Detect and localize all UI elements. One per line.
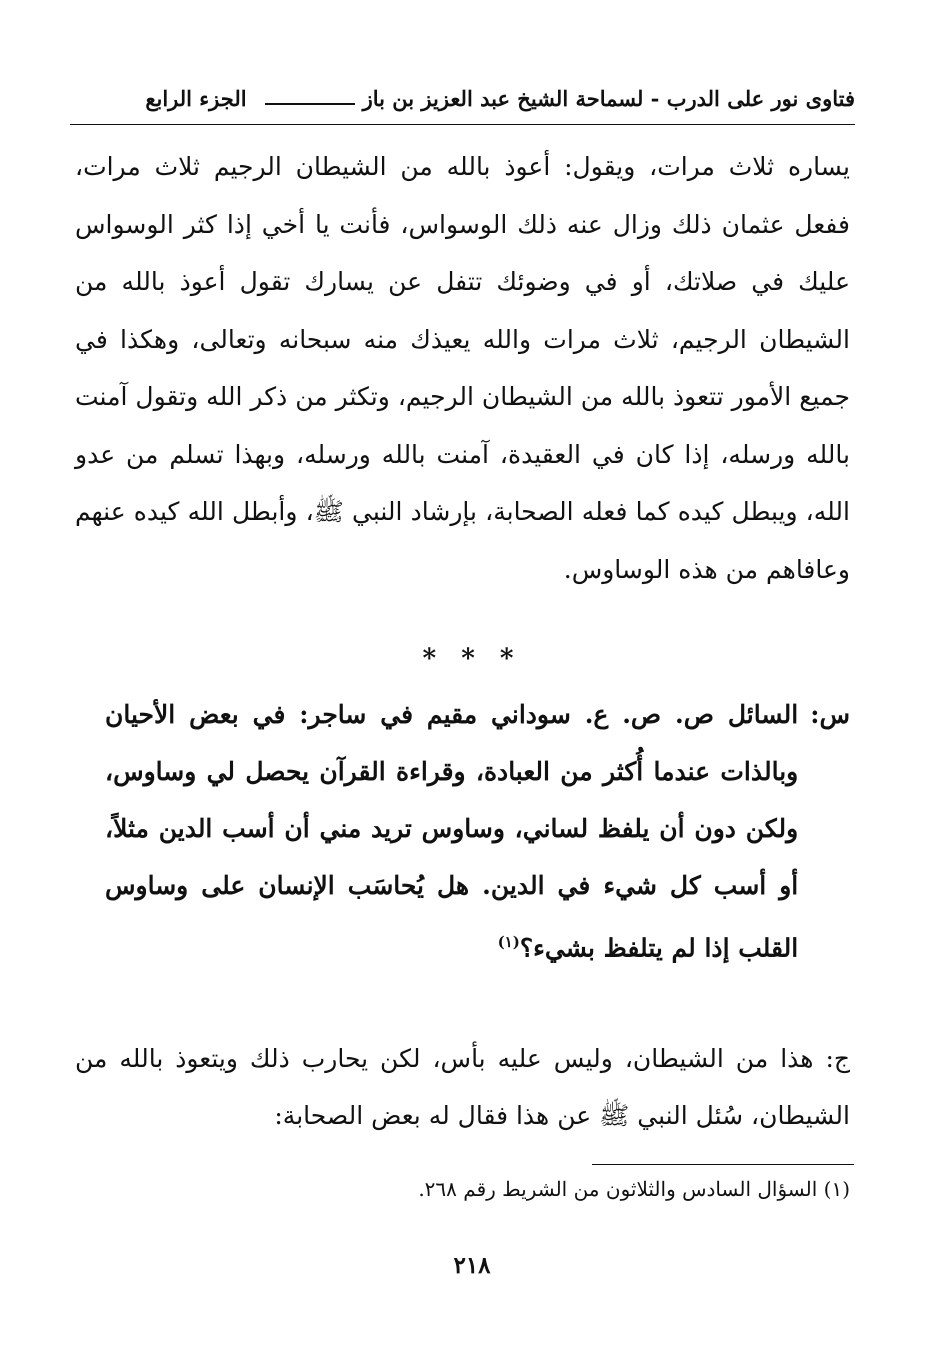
answer-block	[75, 1030, 850, 1144]
header-part-label: الجزء الرابع	[145, 85, 247, 111]
footnote-divider	[592, 1164, 854, 1165]
paragraph-text: يساره ثلاث مرات، ويقول: أعوذ بالله من الشيطان الرجيم ثلاث مرات، ففعل عثمان ذلك وزال عنه ذلك الوسواس، فأنت يا أخي إذا كثر الوسواس عليك في صلاتك، أو في وضوئك تتفل عن يسارك تقول أعوذ بالله من الشيطان الرجيم، ثلاث مرات والله يعيذك منه سبحانه وتعالى، وهكذا في جميع الأمور تتعوذ بالله من الشيطان الرجيم، وتكثر من ذكر الله وتقول آمنت بالله ورسله، إذا كان في العقيدة، آمنت بالله ورسله، وبهذا تسلم من عدو الله، ويبطل كيده كما فعله الصحابة، بإرشاد النبي ﷺ، وأبطل الله كيده عنهم وعافاهم من هذه الوساوس.	[75, 152, 850, 584]
answer-text: هذا من الشيطان، وليس عليه بأس، لكن يحارب ذلك ويتعوذ بالله من الشيطان، سُئل النبي ﷺ عن هذا فقال له بعض الصحابة:	[75, 1044, 850, 1130]
question-block	[105, 686, 850, 976]
page-number: ٢١٨	[453, 1252, 491, 1279]
question-text: السائل ص. ص. ع. سوداني مقيم في ساجر: في بعض الأحيان وبالذات عندما أُكثر من العبادة، وقراءة القرآن يحصل لي وساوس، ولكن دون أن يلفظ لساني، وساوس تريد مني أن أسب الدين مثلاً، أو أسب كل شيء في الدين. هل يُحاسَب الإنسان على وساوس القلب إذا لم يتلفظ بشيء؟	[105, 700, 799, 963]
header-dash-rule	[265, 103, 355, 105]
footnote: (١) السؤال السادس والثلاثون من الشريط رقم ٢٦٨.	[418, 1177, 850, 1201]
footnote-reference: (١)	[497, 933, 520, 951]
header-book-title: فتاوى نور على الدرب - لسماحة الشيخ عبد العزيز بن باز	[362, 85, 855, 111]
answer-label: ج:	[825, 1044, 851, 1073]
question-body	[105, 686, 798, 976]
section-separator: * * *	[422, 644, 522, 674]
question-label: س:	[810, 700, 850, 729]
running-header	[70, 78, 855, 118]
body-paragraph	[75, 138, 850, 598]
header-divider	[70, 124, 855, 125]
